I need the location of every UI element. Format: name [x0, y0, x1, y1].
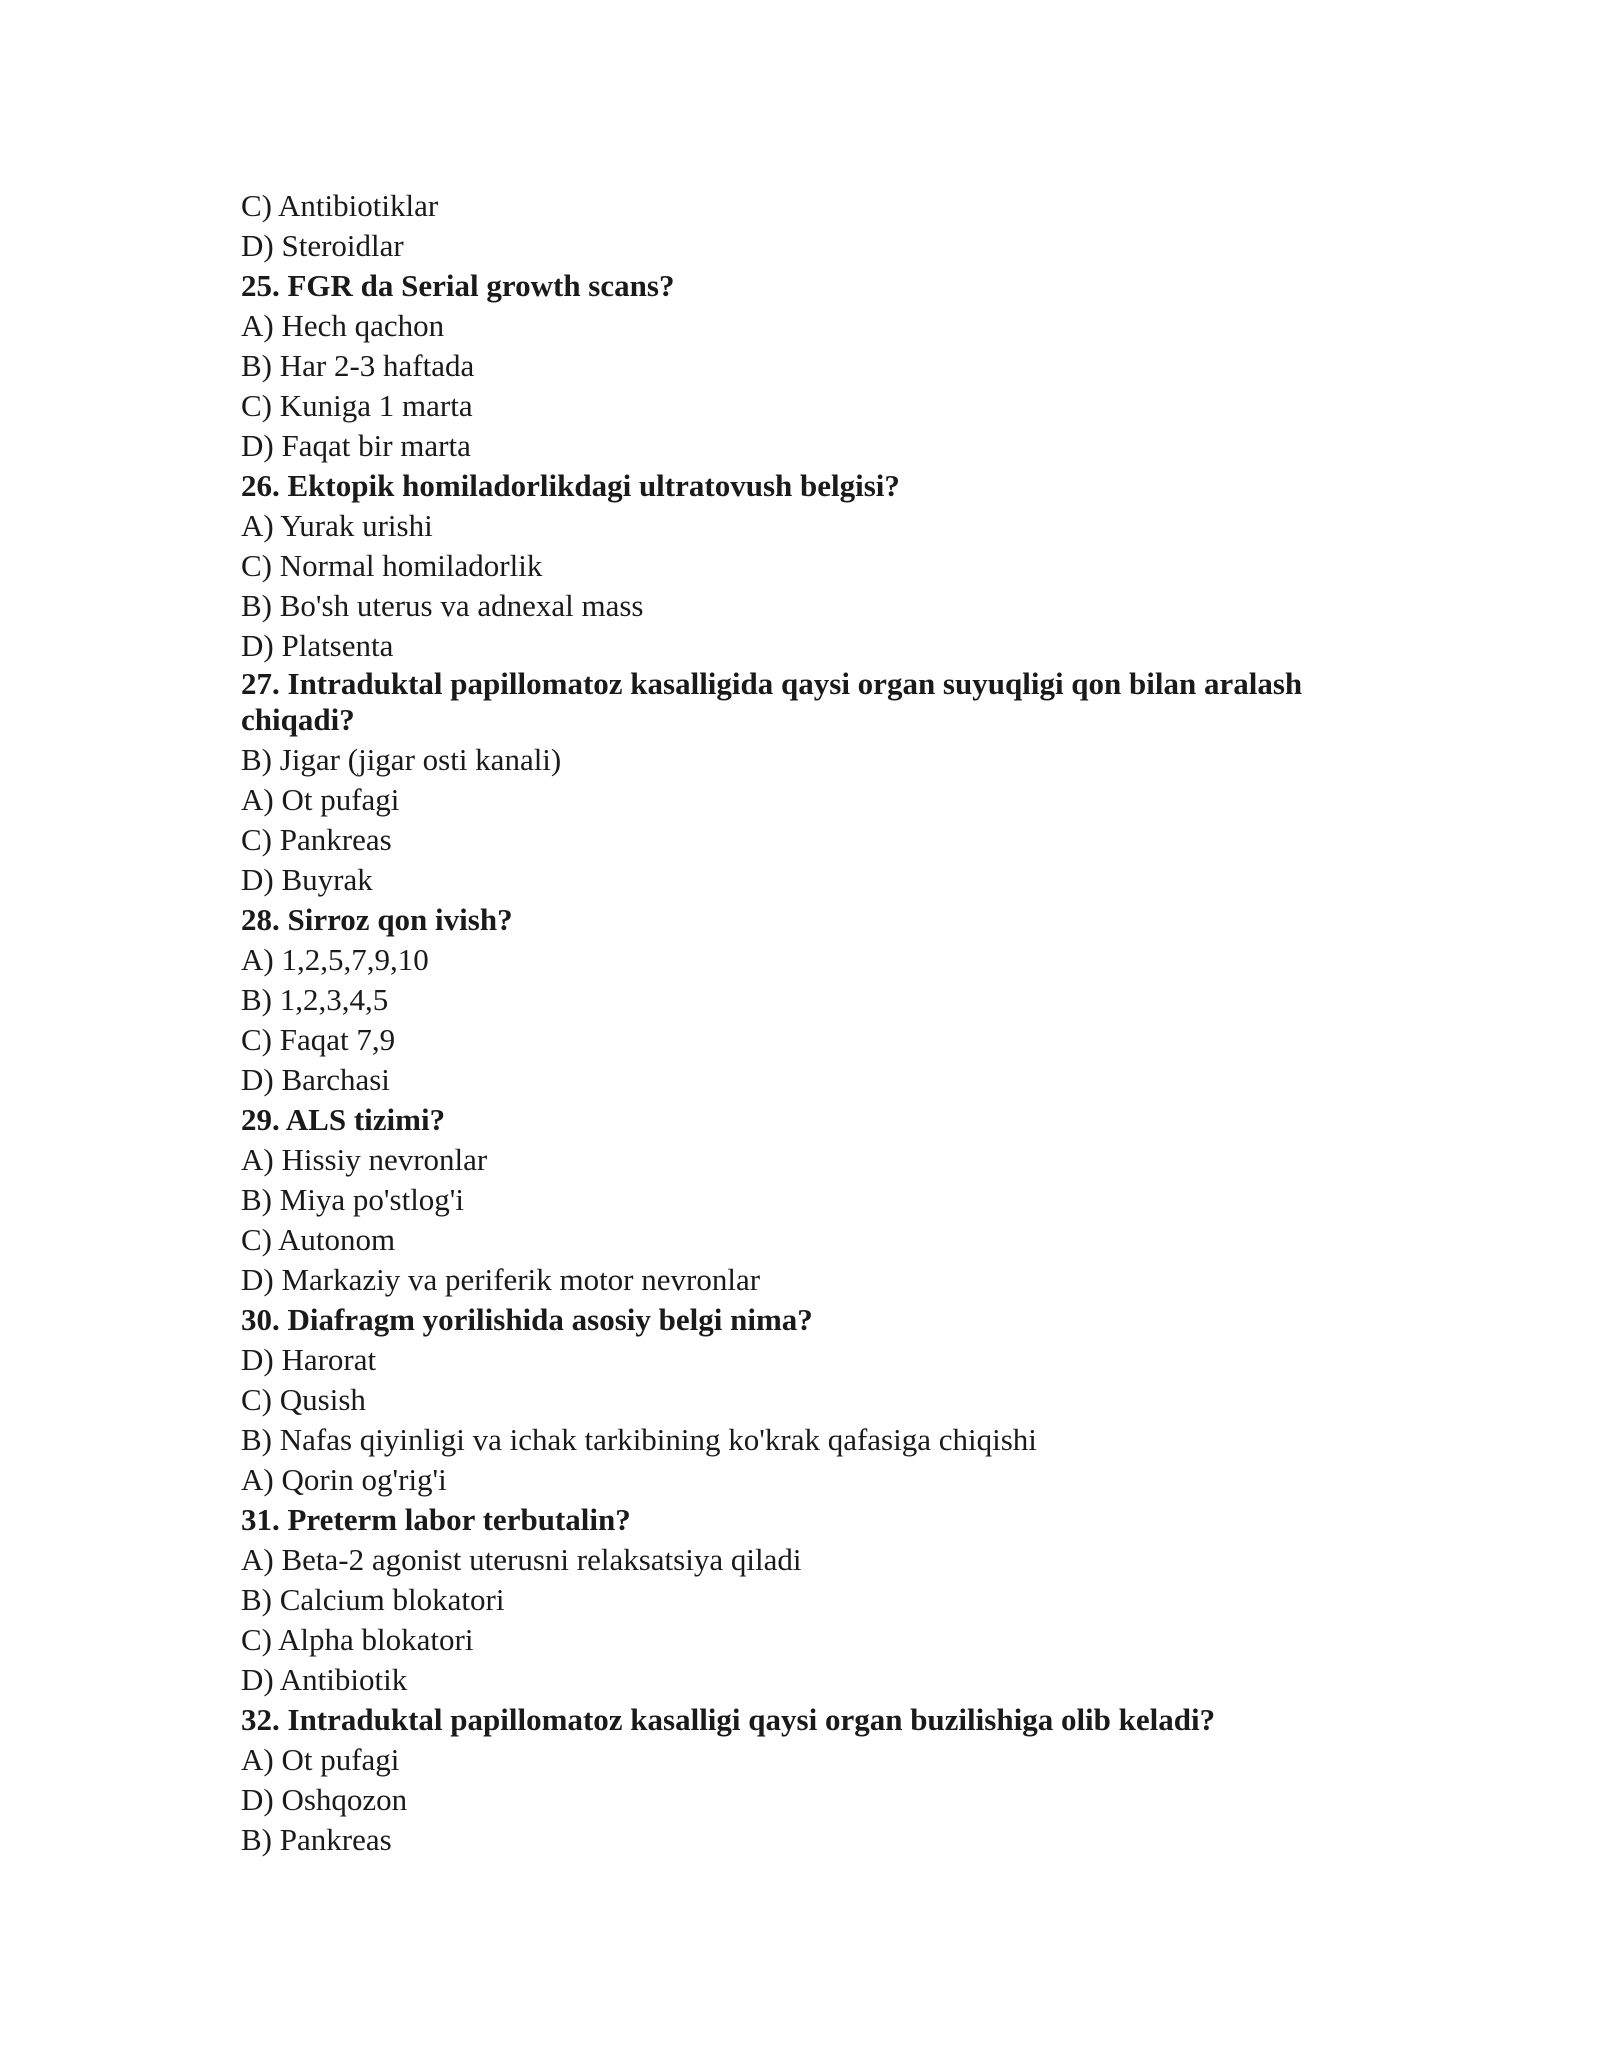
option-text: D) Antibiotik: [241, 1662, 408, 1697]
option-text: A) Hissiy nevronlar: [241, 1142, 488, 1177]
option-text: C) Kuniga 1 marta: [241, 388, 473, 423]
option-text: C) Antibiotiklar: [241, 188, 439, 223]
option-text: D) Oshqozon: [241, 1782, 408, 1817]
option-text: C) Faqat 7,9: [241, 1022, 396, 1057]
question-block: [241, 1500, 1366, 1700]
option-text: D) Markaziy va periferik motor nevronlar: [241, 1262, 761, 1297]
question-block: [241, 900, 1366, 1100]
option-text: B) Har 2-3 haftada: [241, 348, 475, 383]
option-text: C) Autonom: [241, 1222, 396, 1257]
question-title: 29. ALS tizimi?: [241, 1102, 446, 1137]
question-title: 32. Intraduktal papillomatoz kasalligi qaysi organ buzilishiga olib keladi?: [241, 1702, 1216, 1737]
option-text: D) Buyrak: [241, 862, 373, 897]
option-text: A) Ot pufagi: [241, 782, 400, 817]
option-text: C) Pankreas: [241, 822, 392, 857]
option-text: A) Hech qachon: [241, 308, 445, 343]
option-text: B) Jigar (jigar osti kanali): [241, 742, 562, 777]
question-title: 31. Preterm labor terbutalin?: [241, 1502, 631, 1537]
question-block: [241, 466, 1366, 666]
leading-options: [241, 186, 1366, 266]
question-title: 27. Intraduktal papillomatoz kasalligida qaysi organ suyuqligi qon bilan aralash chiqadi?: [241, 666, 1303, 737]
question-title: 26. Ektopik homiladorlikdagi ultratovush belgisi?: [241, 468, 900, 503]
question-block: [241, 666, 1366, 900]
option-text: A) 1,2,5,7,9,10: [241, 942, 429, 977]
option-text: A) Qorin og'rig'i: [241, 1462, 447, 1497]
option-text: B) Miya po'stlog'i: [241, 1182, 465, 1217]
question-title: 28. Sirroz qon ivish?: [241, 902, 513, 937]
question-block: [241, 1700, 1366, 1860]
option-text: C) Qusish: [241, 1382, 366, 1417]
option-text: D) Faqat bir marta: [241, 428, 471, 463]
option-text: D) Barchasi: [241, 1062, 390, 1097]
option-text: D) Steroidlar: [241, 228, 404, 263]
option-text: B) 1,2,3,4,5: [241, 982, 389, 1017]
option-text: B) Nafas qiyinligi va ichak tarkibining ko'krak qafasiga chiqishi: [241, 1422, 1037, 1457]
question-title: 25. FGR da Serial growth scans?: [241, 268, 675, 303]
option-text: C) Alpha blokatori: [241, 1622, 474, 1657]
option-text: B) Bo'sh uterus va adnexal mass: [241, 588, 644, 623]
option-text: A) Ot pufagi: [241, 1742, 400, 1777]
option-text: A) Yurak urishi: [241, 508, 433, 543]
option-text: A) Beta-2 agonist uterusni relaksatsiya qiladi: [241, 1542, 802, 1577]
option-text: B) Pankreas: [241, 1822, 392, 1857]
option-text: D) Platsenta: [241, 628, 394, 663]
question-block: [241, 1100, 1366, 1300]
document-content: [241, 186, 1366, 1860]
option-text: D) Harorat: [241, 1342, 377, 1377]
question-block: [241, 266, 1366, 466]
option-text: B) Calcium blokatori: [241, 1582, 505, 1617]
question-block: [241, 1300, 1366, 1500]
option-text: C) Normal homiladorlik: [241, 548, 543, 583]
question-title: 30. Diafragm yorilishida asosiy belgi nima?: [241, 1302, 813, 1337]
